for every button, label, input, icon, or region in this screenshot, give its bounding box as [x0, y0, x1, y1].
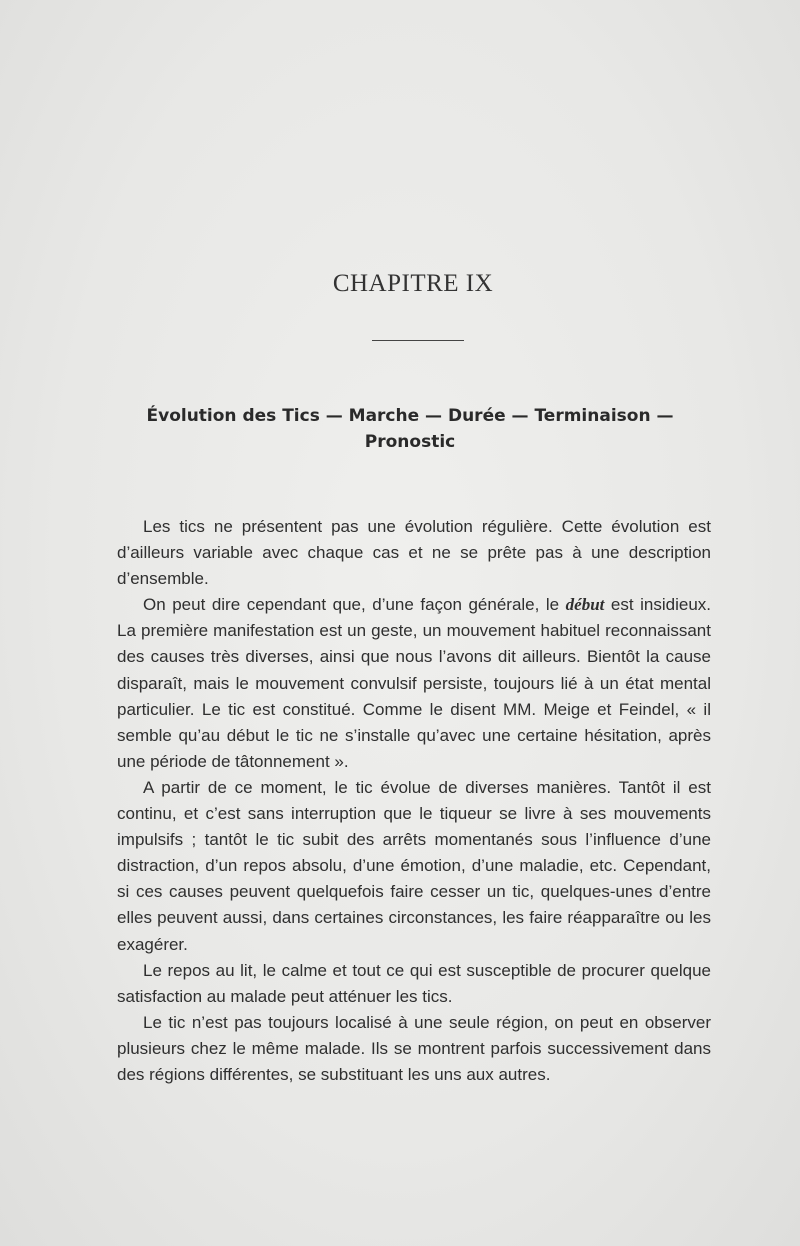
paragraph-2-text-after: est insidieux. La première manifestation est un geste, un mouvement habituel reconnaissant des causes très diverses, ainsi que nous l’avons dit ailleurs. Bientôt la cause disparaît, mais le mouvement convulsif persiste, toujours lié à un état mental particulier. Le tic est constitué. Comme le disent MM. Meige et Feindel, « il semble qu’au début le tic ne s’installe qu’avec une certaine hésitation, après une période de tâtonnement ».	[117, 595, 711, 771]
paragraph-2	[117, 592, 711, 775]
paragraph-1: Les tics ne présentent pas une évolution régulière. Cette évolution est d’ailleurs variable avec chaque cas et ne se prête pas à une description d’ensemble.	[117, 517, 711, 589]
section-heading-line-2: Pronostic	[364, 432, 456, 452]
paragraph-2-text-before: On peut dire cependant que, d’une façon générale, le	[143, 595, 566, 615]
section-heading	[110, 403, 710, 455]
emphasis-debut: début	[565, 595, 605, 615]
chapter-title: CHAPITRE IX	[332, 270, 494, 297]
title-divider	[372, 340, 464, 341]
chapter-body	[117, 514, 711, 1088]
paragraph-4: Le repos au lit, le calme et tout ce qui est susceptible de procurer quelque satisfaction au malade peut atténuer les tics.	[117, 960, 711, 1006]
section-heading-line-1: Évolution des Tics — Marche — Durée — Terminaison —	[146, 406, 674, 426]
paragraph-5: Le tic n’est pas toujours localisé à une seule région, on peut en observer plusieurs chez le même malade. Ils se montrent parfois successivement dans des régions différentes, se substituant les uns aux autres.	[117, 1012, 711, 1084]
paragraph-3: A partir de ce moment, le tic évolue de diverses manières. Tantôt il est continu, et c’est sans interruption que le tiqueur se livre à ses mouvements impulsifs ; tantôt le tic subit des arrêts momentanés sous l’influence d’une distraction, d’un repos absolu, d’une émotion, d’une maladie, etc. Cependant, si ces causes peuvent quelquefois faire cesser un tic, quelques-unes d’entre elles peuvent aussi, dans certaines circonstances, les faire réapparaître ou les exagérer.	[117, 777, 711, 954]
